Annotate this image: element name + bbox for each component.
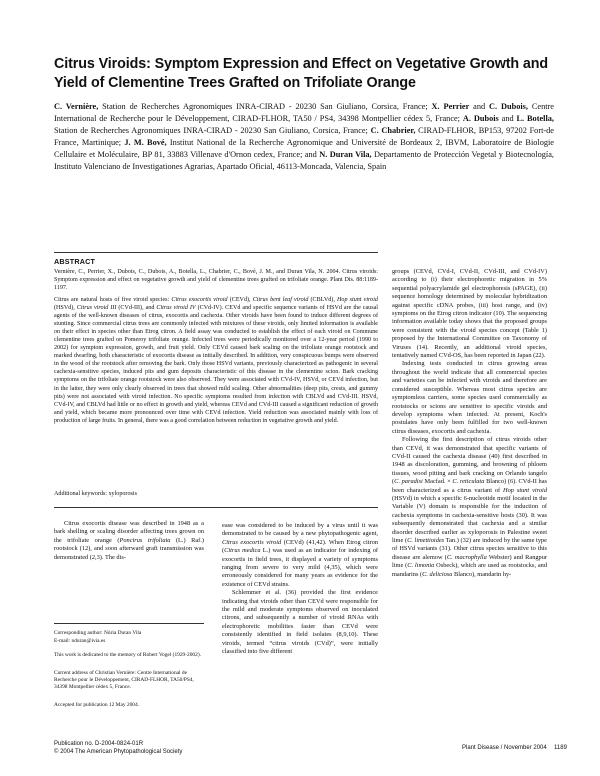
copyright-notice: © 2004 The American Phytopathological Society [54, 749, 183, 755]
corresponding-email: E-mail: nduran@ivia.es [54, 638, 106, 644]
page-number: 1189 [554, 745, 567, 751]
current-address-note: Current address of Christian Vernière: Centre International de Recherche pour le Développement, CIRAD-FLHOR, TA50/PS4, 34398 Montpellier cédex 5, France. [54, 670, 194, 691]
body-column-2: ease was considered to be induced by a virus until it was demonstrated to be caused by a new phytopathogenic agent, Citrus exocortis viroid (CEVd) (41,42). When Etrog citron (Citrus medica L.) was used as an indicator for indexing of exocortis in field trees, it displayed a variety of symptoms ranging from severe to very mild (4,35), which were erroneously considered for many years as evidence for the existence of CEVd strains. Schlemmer et al. (36) provided the first evidence indicating that viroids other than CEVd were responsible for the mild and moderate symptoms observed on inoculated citrons, and subsequently a number of viroid RNAs with electrophoretic mobilities faster than CEVd were consistently identified in field isolates (8,9,10). These viroids, termed “citrus viroids (CVd)”, were initially classified into five different [222, 522, 378, 656]
body-column-1: Citrus exocortis disease was described in 1948 as a bark shelling or scaling disorder affecting trees grown on the trifoliate orange (Poncirus trifoliata (L.) Raf.) rootstock (12), and soon afterward graft transmission was demonstrated (2,3). The dis- [54, 520, 204, 561]
journal-issue: Plant Disease / November 2004 [462, 745, 547, 751]
author-affiliations: C. Vernière, Station de Recherches Agronomiques INRA-CIRAD - 20230 San Giuliano, Corsica, France; X. Perrier and C. Dubois, Centre International de Recherche pour le Développement, CIRAD-FLHOR, TA50 / PS4, 34398 Montpellier cédex 5, France; A. Dubois and L. Botella, Station de Recherches Agronomiques INRA-CIRAD - 20230 San Giuliano, Corsica, France; C. Chabrier, CIRAD-FLHOR, BP153, 97202 Fort-de France, Martinique; J. M. Bové, Institut National de la Recherche Agronomique and Université de Bordeaux 2, IBVM, Laboratoire de Biologie Cellulaire et Moléculaire, BP 81, 33883 Villenave d'Ornon cedex, France; and N. Duran Vila, Departamento de Protección Vegetal y Biotecnología, Instituto Valenciano de Investigationes Agrarias, Apartado Oficial, 46113-Moncada, Valencia, Spain [54, 102, 554, 171]
corresponding-author: Corresponding author: Núria Duran Vila [54, 630, 142, 636]
footnote-rule [54, 623, 204, 624]
accepted-date: Accepted for publication 12 May 2004. [54, 702, 140, 708]
abstract-heading: ABSTRACT [54, 257, 96, 266]
body-column-3: groups (CEVd, CVd-I, CVd-II, CVd-III, and CVd-IV) according to (i) their electrophoretic migration in 5% sequential polyacrylamide gel electrophoresis (sPAGE), (ii) sequence homology determined by molecular hybridization against specific cDNA probes, (iii) host range, and (iv) symptoms on the Etrog citron indicator (10). The sequencing information available today shows that the proposed groups were consistent with the viroid species concept (Table 1) proposed by the International Committee on Taxonomy of Viruses (14). Recently, an additional viroid species, tentatively named CVd-OS, has been reported in Japan (22). Indexing tests conducted in citrus growing areas throughout the world indicate that all commercial species and varieties can be infected with viroids and therefore are considered susceptible. Whereas most citrus species are symptomless carriers, some species used commercially as rootstocks or scions are sensitive to specific viroids and develop symptoms when infected. At present, Koch's postulates have only been fulfilled for two well-known citrus diseases, exocortis and cachexia. Following the first description of citrus viroids other than CEVd, it was demonstrated that specific variants of CVd-II caused the cachexia disease (40) first described in 1948 as discoloration, gumming, and browning of phloem tissues, wood pitting and bark cracking on Orlando tangelo (C. paradisi Macfad. × C. reticulata Blanco) (6). CVd-II has been characterized as a citrus variant of Hop stunt viroid (HSVd) in which a specific 6-nucleotide motif located in the Variable (V) domain is responsible for the induction of cachexia symptoms in cachexia-sensitive hosts (30). It was subsequently demonstrated that cachexia and a similar disorder described earlier as xyloporosis in Palestine sweet lime (C. limettioides Tan.) (32) are induced by the same type of HSVd variants (31). Other citrus species sensitive to this disease are alemow (C. macrophylla Webster) and Rangpur lime (C. limonia Osbeck), which are used as rootstocks, and mandarins (C. deliciosa Blanco), mandarin hy- [392, 268, 548, 578]
abstract-top-rule [54, 252, 378, 253]
abstract-bottom-rule [54, 507, 378, 508]
abstract-text: Citrus are natural hosts of five viroid species: Citrus exocortis viroid (CEVd), Citrus bent leaf viroid (CBLVd), Hop stunt viroid (HSVd), Citrus viroid III (CVd-III), and Citrus viroid IV (CVd-IV). CEVd and specific sequence variants of HSVd are the causal agents of the well-known diseases of citrus, exocortis and cachexia. Other viroids have been found to induce different degrees of stunting. Since commercial citrus trees are commonly infected with mixtures of these viroids, only limited information is available on their effect in species other than Etrog citron. A field assay was conducted to establish the effect of each viroid on Commune clementine trees grafted on Pomeroy trifoliate orange. Infected trees were periodically monitored over a 12-year period (1990 to 2002) for symptom expression, growth, and fruit yield. Only CEVd caused bark scaling on the trifoliate orange rootstock and marked dwarfing, both characteristic of exocortis disease as initially described. In addition, very conspicuous bumps were observed in the wood of the rootstock after removing the bark. Only those HSVd variants, previously characterized as pathogenic in several cachexia-sensitive species, induced pits and gum deposits characteristic of this disease in the clementine scion. Bark cracking symptoms on the trifoliate orange rootstock were also observed. They were associated with CVd-IV, HSVd, or CEVd infection, but in the latter, they were only clearly observed in trees that showed mild scaling. Other abnormalities (deep pits, crests, and gummy pits) were not associated with viroid infection. No specific symptoms resulted from infection with CBLVd and CVd-III. HSVd, CVd-IV, and CBLVd had little or no effect in growth and yield, whereas CEVd and CVd-III caused a significant reduction of growth and yield, which became more pronounced over time with CEVd infection. Yield reduction was associated mainly with loss of production of large fruits. In general, there was a good correlation between reduction in vegetative growth and yield. [54, 297, 378, 424]
dedication-note: This work is dedicated to the memory of Robert Vogel (1929-2002). [54, 652, 201, 658]
paper-title: Citrus Viroids: Symptom Expression and Effect on Vegetative Growth and Yield of Clementine Trees Grafted on Trifoliate Orange [54, 56, 549, 91]
publication-number: Publication no. D-2004-0824-01R [54, 741, 144, 747]
abstract-citation: Vernière, C., Perrier, X., Dubois, C., Dubois, A., Botella, L., Chabrier, C., Bové, J. M., and Duran Vila, N. 2004. Citrus viroids: Symptom expression and effect on vegetative growth and yield of clementine trees grafted on trifoliate orange. Plant Dis. 88:1189-1197. [54, 269, 378, 292]
additional-keywords: Additional keywords: xyloporosis [54, 491, 137, 497]
